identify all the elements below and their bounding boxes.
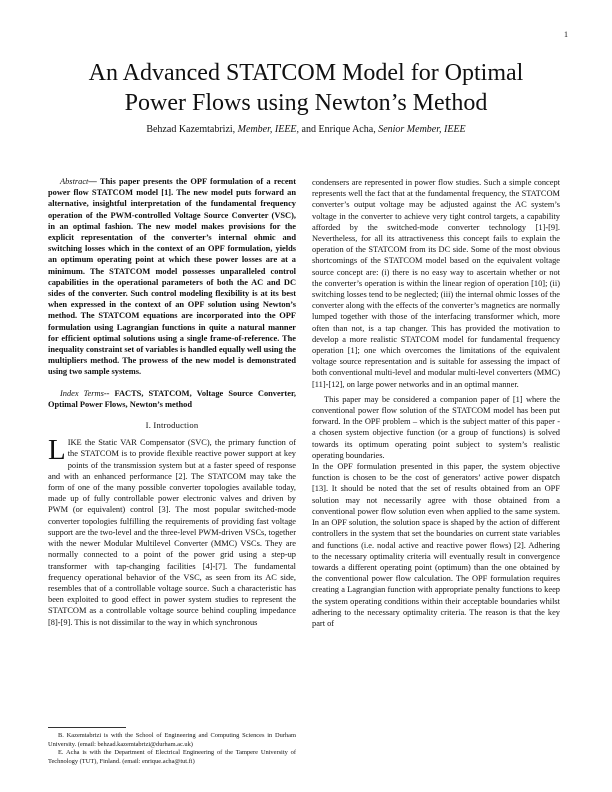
footnote-author-2: E. Acha is with the Department of Electrical Engineering of the Tampere University of Technology (TUT), Finland. (email: enrique.acha@tut.fi) xyxy=(48,749,296,765)
abstract xyxy=(48,176,296,378)
page-number: 1 xyxy=(564,30,568,39)
footnote-author-1: B. Kazemtabrizi is with the School of Engineering and Computing Sciences in Durham University. (email: behzad.kazemtabrizi@durham.ac.uk) xyxy=(48,732,296,748)
drop-cap: L xyxy=(48,434,66,467)
intro-paragraph-3: In the OPF formulation presented in this paper, the system objective function is chosen to be the cost of generators’ active power dispatch [13]. It should be noted that the set of results obtained from an OPF solution may not necessarily agree with those obtained from a conventional power flow solution even when applied to the same system. In an OPF solution, the solution space is shaped by the action of different controllers in the system that set the boundaries on current state variables and functions (i.e. nodal active and reactive power flows) [2]. Adhering to the necessary optimality criteria will eventually result in convergence towards a different operating point (optimum) than the one obtained by the conventional power flow calculation. The OPF formulation requires creating a Lagrangian function with appropriate penalty functions to keep the system operating conditions within their acceptable boundaries whilst adhering to the necessary optimality criteria. The reason is that the key part of xyxy=(312,462,560,628)
footnote-divider xyxy=(48,727,126,728)
title-line-1: An Advanced STATCOM Model for Optimal xyxy=(88,60,524,86)
author-name-1: Behzad Kazemtabrizi, xyxy=(146,124,238,135)
author-join: and Enrique Acha, xyxy=(299,124,379,135)
author-role-2: Senior Member, IEEE xyxy=(378,124,466,135)
title-line-2: Power Flows using Newton’s Method xyxy=(124,90,488,116)
author-role-1: Member, IEEE, xyxy=(237,124,300,135)
abstract-text: — This paper presents the OPF formulation of a recent power flow STATCOM model [1]. The new model puts forward an alternative, insightful interpretation of the fundamental frequency operation of the PWM-controlled Voltage Source Converter (VSC), in an optimal fashion. The new model makes provisions for the explicit representation of the converter’s internal ohmic and switching losses which in the context of an OPF formulation, yields an optimum operating point at which these power losses are at a minimum. The STATCOM model possesses unparalleled control capabilities in the operational parameters of both the AC and DC sides of the converter. Such control modeling flexibility is at its best when expressed in the context of an OPF solution using Newton’s method. The STATCOM equations are incorporated into the OPF formulation using Lagrangian functions in quite a natural manner for efficient optimal solutions using a single frame-of-reference. The inequality constraint set of variables is handled equally well using the multipliers method. The prowess of the new model is demonstrated using two sample systems. xyxy=(48,177,296,377)
footnotes xyxy=(48,732,296,766)
index-terms-label: Index Terms xyxy=(60,388,104,398)
index-terms-text: -- FACTS, STATCOM, Voltage Source Converter, Optimal Power Flows, Newton’s method xyxy=(48,388,296,409)
section-heading-introduction: I. Introduction xyxy=(145,420,199,431)
abstract-label: Abstract xyxy=(60,177,89,186)
intro-paragraph-1-continued: condensers are represented in power flow studies. Such a simple concept represents well the fact that at the fundamental frequency, the STATCOM converter’s output voltage may be adjusted against the AC system’s voltage in the converter to achieve very tight control targets, a capability afforded by the switched-mode converter technology [1]-[9]. Nevertheless, for all its attractiveness this concept fails to explain the operation of the STATCOM from its DC side. Some of the most obvious shortcomings of the STATCOM model based on the equivalent voltage source concept are: (i) there is no easy way to ascertain whether or not the converter’s operation is within the linear region of operation [10]; (ii) switching losses tend to be neglected; (iii) the internal ohmic losses of the converter along with the effects of the converter’s magnetics are normally lumped together with those of the interfacing transformer which, more often than not, is a tap changer. This has provided the motivation to develop a more realistic STATCOM model for fundamental frequency operation [1]; one which overcomes the limitations of the equivalent voltage source representation and is suitable for assessing the impact of both conventional multi-level and modular multi-level converters (MMC) [11]-[12], on large power networks and in an optimal manner. xyxy=(312,178,560,389)
right-column xyxy=(312,177,560,629)
intro-paragraph-1 xyxy=(48,434,296,627)
intro-paragraph-2: This paper may be considered a companion paper of [1] where the conventional power flow solution of the STATCOM model has been put forward. In the OPF problem – which is the subject matter of this paper - a chosen system objective function (or a group of functions) is solved towards its optimum operating point subject to system’s realistic operating boundaries. xyxy=(312,394,560,460)
left-column xyxy=(48,176,296,628)
intro-paragraph-1-text: IKE the Static VAR Compensator (SVC), the primary function of the STATCOM is to provide flexible reactive power support at key points of the transmission system but at a faster speed of response and with an enhanced performance [2]. The STATCOM may take the form of one of the many possible converter topologies available today, made up of fully controllable power electronic valves and driven by PWM (or equivalent) control [3]. The most popular switched-mode converter topologies fulfilling the requirements of providing fast voltage support are the two-level and the three-level PWM-driven VSCs, together with the newer Modular Multilevel Converter (MMC) VSCs. They are normally connected to a point of the power grid using a step-up transformer with tap-changing facilities [4]-[7]. The fundamental frequency operational behavior of the VSC, as seen from its AC side, resembles that of a controllable voltage source. Such a characteristic has been exploited to good effect in power system studies to represent the STATCOM as a controllable voltage source behind coupling impedance [8]-[9]. This is not dissimilar to the way in which synchronous xyxy=(48,438,296,627)
index-terms xyxy=(48,388,296,410)
author-line xyxy=(60,124,552,136)
paper-title xyxy=(60,58,552,118)
